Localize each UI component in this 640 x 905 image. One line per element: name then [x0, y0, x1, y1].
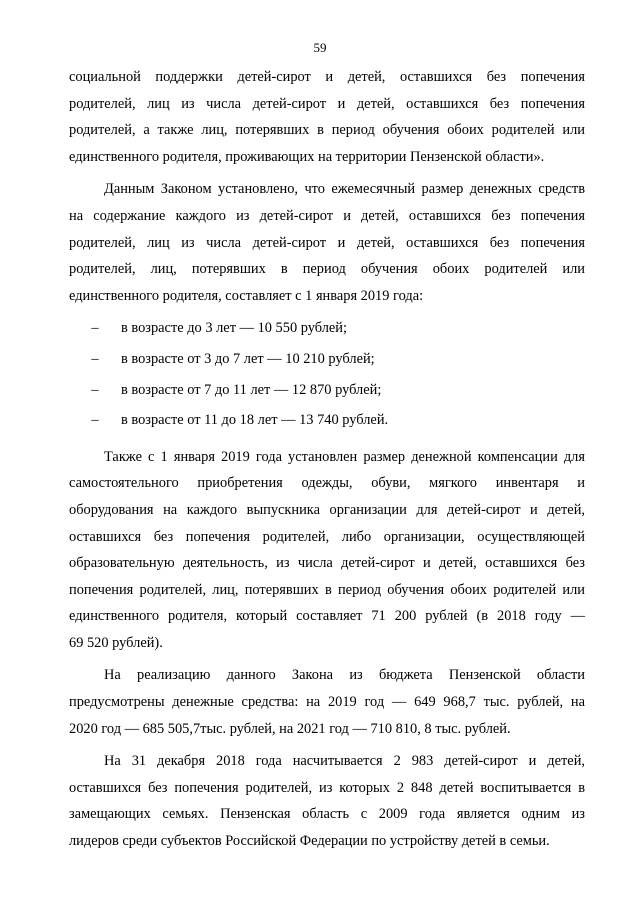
list-item: [69, 346, 585, 373]
list-item: [69, 407, 585, 434]
list-item-text: в возрасте от 3 до 7 лет — 10 210 рублей;: [121, 350, 375, 367]
list-item-text: в возрасте от 11 до 18 лет — 13 740 рублей.: [121, 412, 389, 429]
text-line: оставшихся без попечения родителей, либо организации, осуществляющей: [69, 528, 585, 545]
text-line: предусмотрены денежные средства: на 2019 год — 649 968,7 тыс. рублей, на: [69, 694, 585, 711]
paragraph-2: [69, 176, 585, 309]
list-dash: –: [91, 412, 99, 429]
text-line: попечения родителей, лиц, потерявших в период обучения обоих родителей или: [69, 581, 585, 598]
paragraph-1: [69, 64, 585, 170]
text-line: социальной поддержки детей-сирот и детей, оставшихся без попечения: [69, 69, 585, 85]
text-line: родителей, а также лиц, потерявших в период обучения обоих родителей или: [69, 122, 585, 139]
text-line: Также с 1 января 2019 года установлен размер денежной компенсации для: [104, 448, 585, 465]
page-number: 59: [313, 40, 327, 55]
text-line: замещающих семьях. Пензенская область с 2009 года является одним из: [69, 806, 585, 823]
text-line: оставшихся без попечения родителей, из которых 2 848 детей воспитывается в: [69, 779, 585, 796]
text-line: оборудования на каждого выпускника организации для детей-сирот и детей,: [69, 501, 585, 518]
text-line: родителей, лиц, потерявших в период обучения обоих родителей или: [69, 261, 585, 278]
list-dash: –: [91, 320, 99, 337]
text-line: единственного родителя, проживающих на территории Пензенской области».: [69, 148, 545, 165]
paragraph-3: [69, 444, 585, 657]
list-dash: –: [91, 381, 99, 398]
text-line: лидеров среди субъектов Российской Федерации по устройству детей в семьи.: [69, 833, 550, 850]
list-dash: –: [91, 350, 99, 367]
text-line: Данным Законом установлено, что ежемесячный размер денежных средств: [104, 181, 585, 198]
document-body: [69, 64, 585, 855]
text-line: 69 520 рублей).: [69, 634, 163, 651]
list-item: [69, 377, 585, 404]
text-line: На реализацию данного Закона из бюджета Пензенской области: [104, 667, 585, 684]
text-line: 2020 год — 685 505,7тыс. рублей, на 2021 год — 710 810, 8 тыс. рублей.: [69, 720, 511, 737]
age-allowance-list: [69, 315, 585, 433]
paragraph-5: [69, 748, 585, 854]
text-line: родителей, лиц из числа детей-сирот и детей, оставшихся без попечения: [69, 234, 585, 251]
list-item: [69, 315, 585, 342]
text-line: родителей, лиц из числа детей-сирот и детей, оставшихся без попечения: [69, 95, 585, 112]
text-line: единственного родителя, который составляет 71 200 рублей (в 2018 году —: [69, 608, 585, 625]
text-line: самостоятельного приобретения одежды, обуви, мягкого инвентаря и: [69, 475, 585, 492]
paragraph-4: [69, 662, 585, 742]
list-item-text: в возрасте от 7 до 11 лет — 12 870 рублей;: [121, 381, 382, 398]
text-line: единственного родителя, составляет с 1 января 2019 года:: [69, 287, 424, 304]
text-line: На 31 декабря 2018 года насчитывается 2 983 детей-сирот и детей,: [104, 753, 585, 770]
text-line: образовательную деятельность, из числа детей-сирот и детей, оставшихся без: [69, 555, 585, 572]
list-item-text: в возрасте до 3 лет — 10 550 рублей;: [121, 320, 347, 337]
text-line: на содержание каждого из детей-сирот и детей, оставшихся без попечения: [69, 207, 585, 224]
